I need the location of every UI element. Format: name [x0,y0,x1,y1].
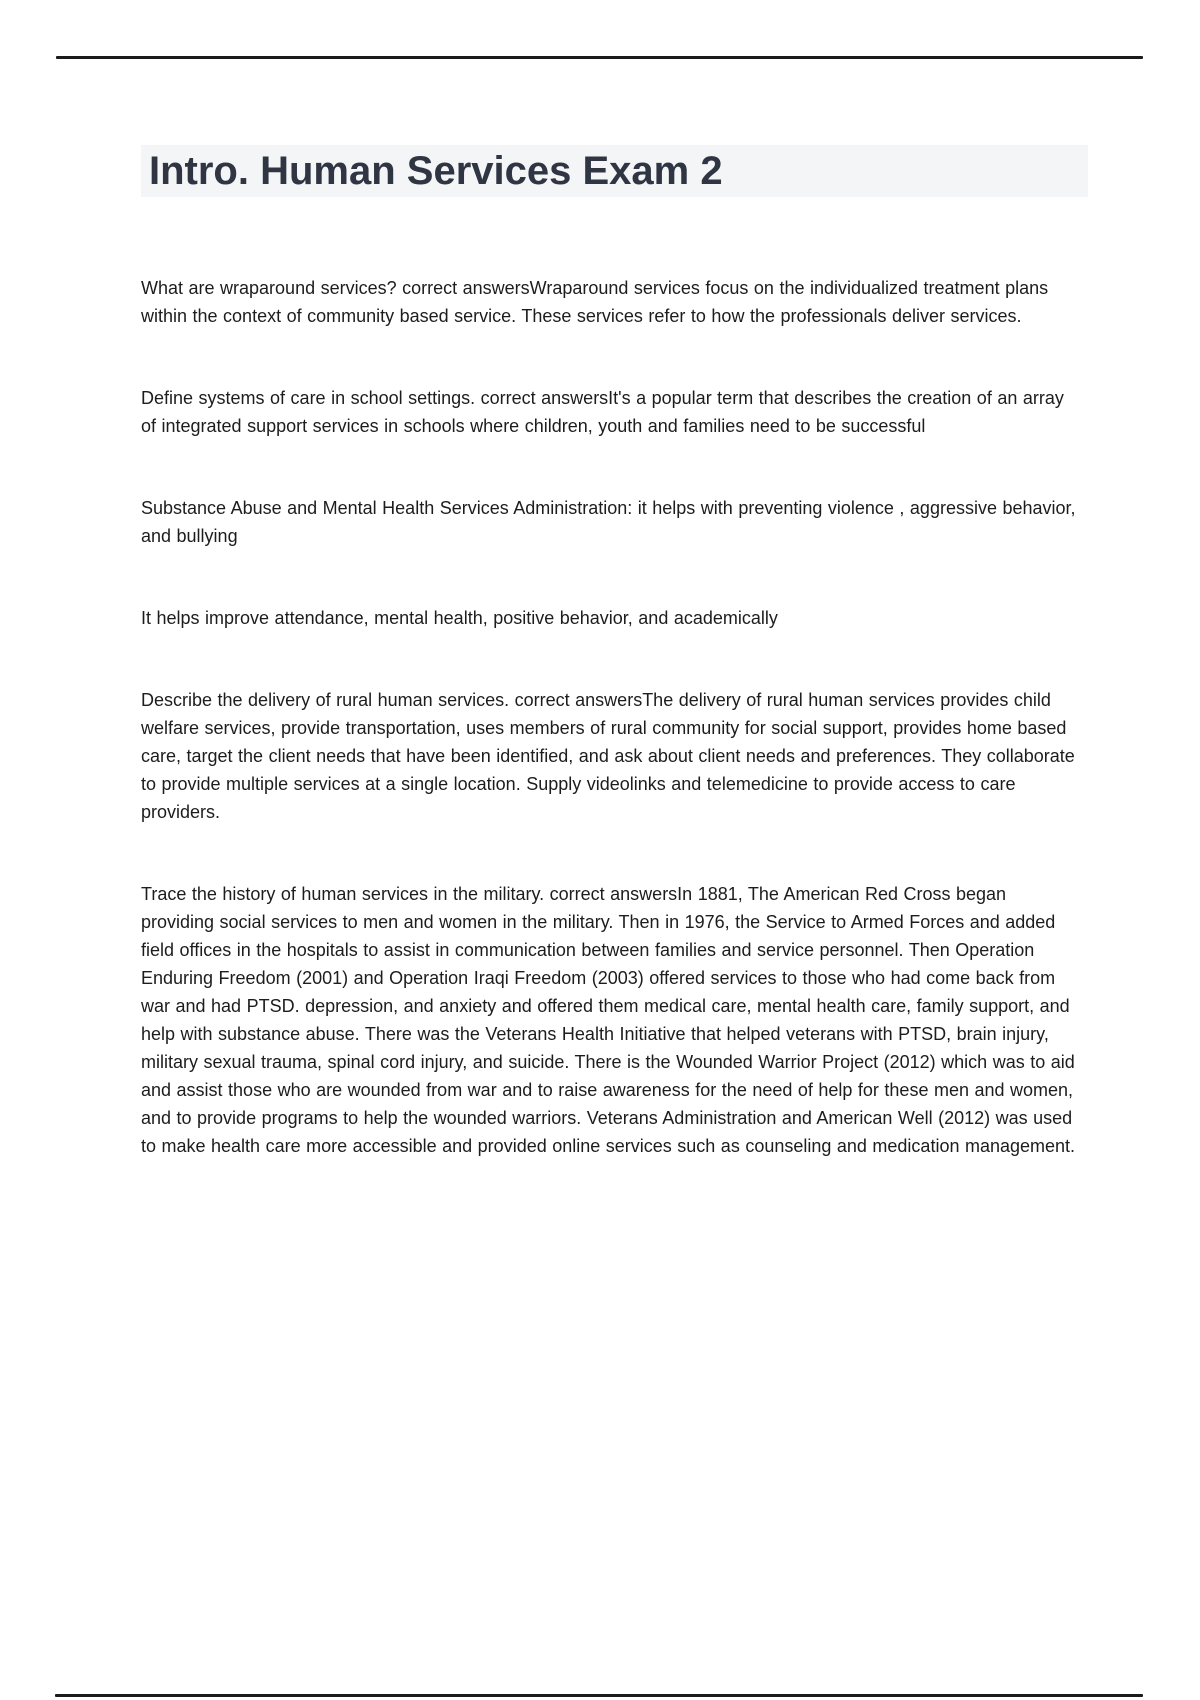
title-bar [141,145,1088,197]
qa-paragraph-systems-of-care: Define systems of care in school settings. correct answersIt's a popular term that describes the creation of an array of integrated support services in schools where children, youth and families need to be successful [141,388,1064,436]
page-title: Intro. Human Services Exam 2 [149,149,723,193]
qa-paragraph-attendance: It helps improve attendance, mental health, positive behavior, and academically [141,608,778,628]
qa-paragraph-samhsa: Substance Abuse and Mental Health Services Administration: it helps with preventing violence , aggressive behavior, and bullying [141,498,1076,546]
document-body [141,274,1076,1160]
qa-paragraph-wraparound-services: What are wraparound services? correct answersWraparound services focus on the individualized treatment plans within the context of community based service. These services refer to how the professionals deliver services. [141,278,1049,326]
top-divider [56,56,1143,59]
qa-paragraph-rural-services: Describe the delivery of rural human services. correct answersThe delivery of rural human services provides child welfare services, provide transportation, uses members of rural community for social support, provides home based care, target the client needs that have been identified, and ask about client needs and preferences. They collaborate to provide multiple services at a single location. Supply videolinks and telemedicine to provide access to care providers. [141,690,1075,822]
qa-paragraph-military-history: Trace the history of human services in the military. correct answersIn 1881, The American Red Cross began providing social services to men and women in the military. Then in 1976, the Service to Armed Forces and added field offices in the hospitals to assist in communication between families and service personnel. Then Operation Enduring Freedom (2001) and Operation Iraqi Freedom (2003) offered services to those who had come back from war and had PTSD. depression, and anxiety and offered them medical care, mental health care, family support, and help with substance abuse. There was the Veterans Health Initiative that helped veterans with PTSD, brain injury, military sexual trauma, spinal cord injury, and suicide. There is the Wounded Warrior Project (2012) which was to aid and assist those who are wounded from war and to raise awareness for the need of help for these men and women, and to provide programs to help the wounded warriors. Veterans Administration and American Well (2012) was used to make health care more accessible and provided online services such as counseling and medication management. [141,884,1076,1156]
bottom-divider [55,1694,1143,1697]
